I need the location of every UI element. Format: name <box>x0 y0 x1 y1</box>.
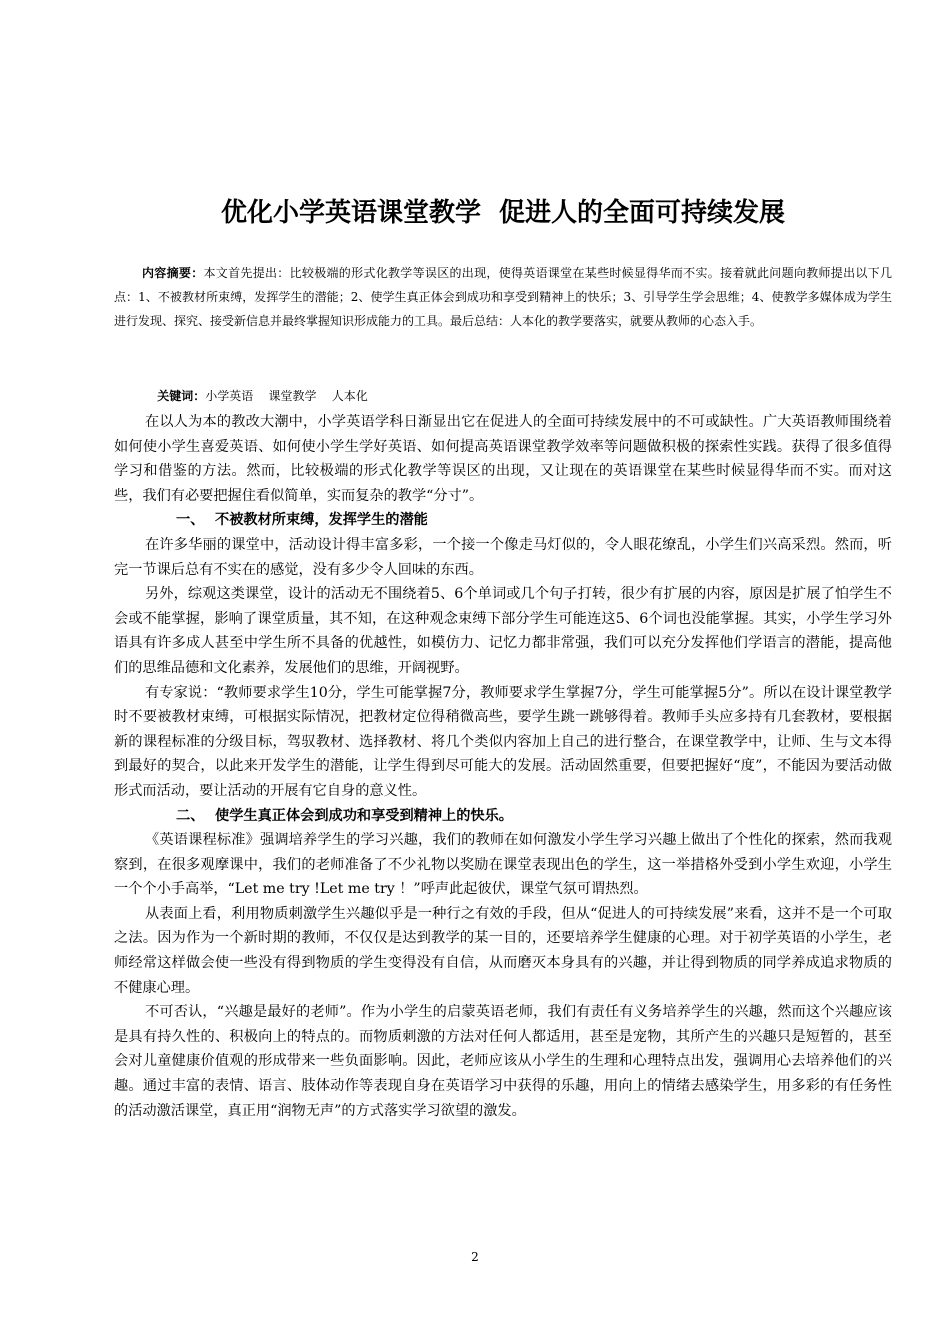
page-number: 2 <box>471 1250 479 1264</box>
paragraph: 另外，综观这类课堂，设计的活动无不围绕着5、6个单词或几个句子打转，很少有扩展的内容，原因是扩展了怕学生不会或不能掌握，影响了课堂质量，其不知，在这种观念束缚下部分学生可能连这5、6个词也没能掌握。其实，小学生学习外语具有许多成人甚至中学生所不具备的优越性，如模仿力、记忆力都非常强，我们可以充分发挥他们学语言的潜能，提高他们的思维品德和文化素养，发展他们的思维，开阔视野。 <box>114 586 892 676</box>
section-heading-1 <box>114 508 892 533</box>
section-title-2: 使学生真正体会到成功和享受到精神上的快乐。 <box>215 807 513 824</box>
keywords-label: 关键词： <box>157 389 206 403</box>
abstract-text: 本文首先提出：比较极端的形式化教学等误区的出现，使得英语课堂在某些时候显得华而不实。接着就此问题向教师提出以下几点：1、不被教材所束缚，发挥学生的潜能；2、使学生真正体会到成功和享受到精神上的快乐；3、引导学生学会思维；4、使教学多媒体成为学生进行发现、探究、接受新信息并最终掌握知识形成能力的工具。最后总结：人本化的教学要落实，就要从教师的心态入手。 <box>114 266 892 329</box>
paragraph: 不可否认，“兴趣是最好的老师”。作为小学生的启蒙英语老师，我们有责任有义务培养学生的兴趣，然而这个兴趣应该是具有持久性的、积极向上的特点的。而物质刺激的方法对任何人都适用，甚至是宠物，其所产生的兴趣只是短暂的，甚至会对儿童健康价值观的形成带来一些负面影响。因此，老师应该从小学生的生理和心理特点出发，强调用心去培养他们的兴趣。通过丰富的表情、语言、肢体动作等表现自身在英语学习中获得的乐趣，用向上的情绪去感染学生，用多彩的有任务性的活动激活课堂，真正用“润物无声”的方式落实学习欲望的激发。 <box>114 1004 892 1119</box>
paragraph: 在许多华丽的课堂中，活动设计得丰富多彩，一个接一个像走马灯似的，令人眼花缭乱，小学生们兴高采烈。然而，听完一节课后总有不实在的感觉，没有多少令人回味的东西。 <box>114 536 892 578</box>
section-number-2: 二、 <box>176 807 205 824</box>
paragraph: 《英语课程标准》强调培养学生的学习兴趣，我们的教师在如何激发小学生学习兴趣上做出了个性化的探索，然而我观察到，在很多观摩课中，我们的老师准备了不少礼物以奖励在课堂表现出色的学生，这一举措格外受到小学生欢迎，小学生一个个小手高举，“Let me try !Let me try ！”呼声此起彼伏，课堂气氛可谓热烈。 <box>114 832 892 898</box>
paragraph: 有专家说：“教师要求学生10分，学生可能掌握7分，教师要求学生掌握7分，学生可能掌握5分”。所以在设计课堂教学时不要被教材束缚，可根据实际情况，把教材定位得稍微高些，要学生跳一跳够得着。教师手头应多持有几套教材，要根据新的课程标准的分级目标，驾驭教材、选择教材、将几个类似内容加上自己的进行整合，在课堂教学中，让师、生与文本得到最好的契合，以此来开发学生的潜能，让学生得到尽可能大的发展。活动固然重要，但要把握好“度”，不能因为要活动做形式而活动，要让活动的开展有它自身的意义性。 <box>114 684 892 799</box>
document-title: 优化小学英语课堂教学 促进人的全面可持续发展 <box>220 198 786 228</box>
paragraph: 从表面上看，利用物质刺激学生兴趣似乎是一种行之有效的手段，但从“促进人的可持续发展”来看，这并不是一个可取之法。因为作为一个新时期的教师，不仅仅是达到教学的某一目的，还要培养学生健康的心理。对于初学英语的小学生，老师经常这样做会使一些没有得到物质的学生变得没有自信，从而磨灭本身具有的兴趣，并让得到物质的同学养成追求物质的不健康心理。 <box>114 905 892 996</box>
abstract <box>114 261 892 334</box>
section-number-1: 一、 <box>176 512 205 529</box>
keywords-text: 小学英语 课堂教学 人本化 <box>205 389 368 403</box>
body-text <box>114 410 892 1123</box>
section-title-1: 不被教材所束缚，发挥学生的潜能 <box>215 512 428 529</box>
section-heading-2 <box>114 804 892 829</box>
paragraph-intro: 在以人为本的教改大潮中，小学英语学科日渐显出它在促进人的全面可持续发展中的不可或缺性。广大英语教师围绕着如何使小学生喜爱英语、如何使小学生学好英语、如何提高英语课堂教学效率等问题做积极的探索性实践。获得了很多值得学习和借鉴的方法。然而，比较极端的形式化教学等误区的出现，又让现在的英语课堂在某些时候显得华而不实。而对这些，我们有必要把握住看似简单，实而复杂的教学“分寸”。 <box>114 414 892 504</box>
abstract-label: 内容摘要： <box>142 266 204 280</box>
